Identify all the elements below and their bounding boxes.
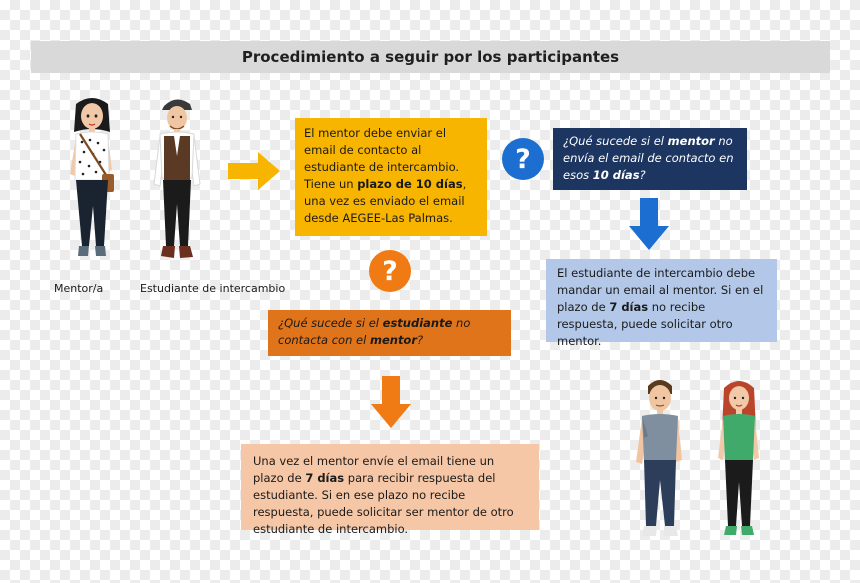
- arrow-right-icon: [228, 152, 280, 190]
- q-mentor-text-2: no envía el email de contacto en esos: [563, 134, 734, 182]
- student-boy-figure: [632, 376, 688, 544]
- page-title-text: Procedimiento a seguir por los participantes: [241, 48, 620, 66]
- q-student-bold-2: mentor: [369, 333, 418, 347]
- exchange-student-figure: [148, 96, 204, 274]
- mentor-box-text-2: , una vez es enviado el email desde AEGEE-Las Palmas.: [304, 177, 467, 225]
- question-student-box: [268, 310, 511, 356]
- final-box-deadline: 7 días: [305, 471, 345, 485]
- student-instructions-box: [546, 259, 777, 348]
- question-mark-glyph: ?: [515, 143, 531, 175]
- page-title: [31, 41, 830, 73]
- label-mentor: [54, 282, 103, 295]
- q-mentor-bold-2: 10 días: [592, 168, 640, 182]
- q-student-text-2: no contacta con el: [278, 316, 471, 347]
- label-mentor-text: Mentor/a: [54, 282, 104, 295]
- arrow-down-orange-icon: [371, 376, 411, 428]
- question-mentor-box: [553, 128, 747, 190]
- question-mark-icon: [502, 138, 544, 180]
- final-box-text-1: Una vez el mentor envíe el email tiene un plazo de: [253, 454, 495, 485]
- mentor-instructions-box: [295, 118, 487, 236]
- student-box-text-2: no recibe respuesta, puede solicitar otro mentor.: [557, 300, 733, 348]
- student-box-deadline: 7 días: [609, 300, 649, 314]
- mentor-box-text-1: El mentor debe enviar el email de contacto al estudiante de intercambio. Tiene un: [304, 126, 460, 191]
- question-mark-icon-orange: [369, 250, 411, 292]
- q-mentor-text-1: ¿Qué sucede si el: [563, 134, 668, 148]
- question-mark-glyph-orange: ?: [382, 255, 398, 287]
- label-exchange-student-text: Estudiante de intercambio: [140, 282, 286, 295]
- final-box-text-2: para recibir respuesta del estudiante. Si en ese plazo no recibe respuesta, puede solicitar ser mentor de otro estudiante de intercambio.: [253, 471, 514, 536]
- label-exchange-student: [140, 282, 285, 295]
- student-box-text-1: El estudiante de intercambio debe mandar un email al mentor. Si en el plazo de: [557, 266, 764, 314]
- mentor-figure: [62, 96, 122, 274]
- arrow-down-blue-icon: [629, 198, 669, 250]
- q-student-bold-1: estudiante: [382, 316, 453, 330]
- final-instructions-box: [241, 444, 539, 536]
- q-student-text-3: ?: [417, 333, 424, 347]
- q-mentor-text-3: ?: [639, 168, 646, 182]
- student-girl-figure: [714, 378, 764, 542]
- mentor-box-deadline: plazo de 10 días: [357, 177, 463, 191]
- q-mentor-bold-1: mentor: [667, 134, 715, 148]
- q-student-text-1: ¿Qué sucede si el: [278, 316, 383, 330]
